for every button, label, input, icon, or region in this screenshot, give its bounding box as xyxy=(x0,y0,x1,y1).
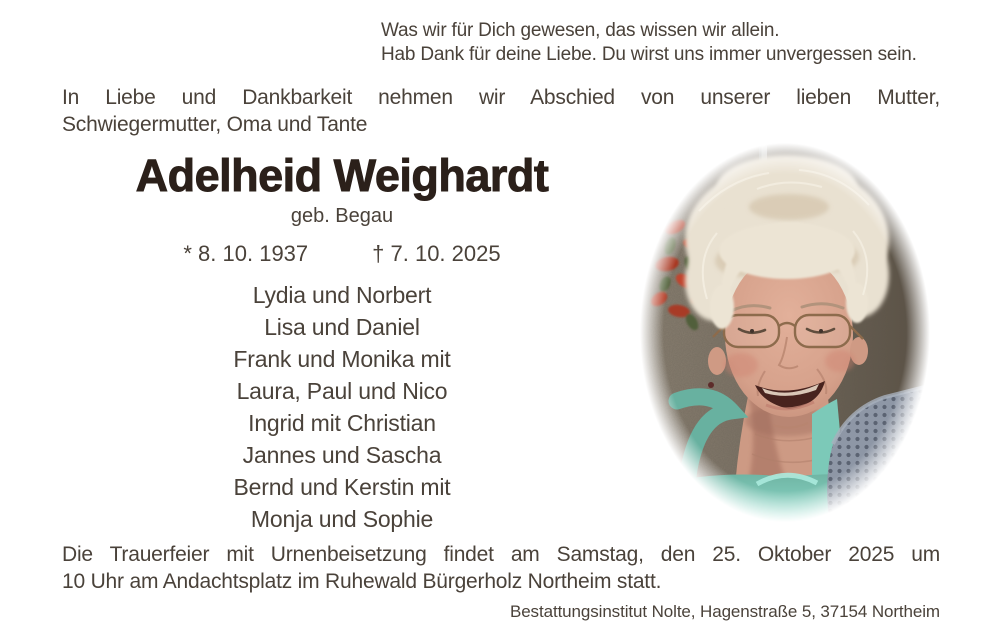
funeral-line-1: Die Trauerfeier mit Urnenbeisetzung findet am Samstag, den 25. Oktober 2025 um xyxy=(62,543,940,566)
death-date: † 7. 10. 2025 xyxy=(372,241,501,266)
family-line: Lisa und Daniel xyxy=(264,314,420,340)
portrait-photo-illustration xyxy=(637,139,933,526)
deceased-block xyxy=(42,150,642,267)
quote-line-1: Was wir für Dich gewesen, das wissen wir allein. xyxy=(381,20,780,41)
intro-paragraph xyxy=(62,84,940,138)
birth-date: * 8. 10. 1937 xyxy=(183,241,309,266)
quote-line-2: Hab Dank für deine Liebe. Du wirst uns immer unvergessen sein. xyxy=(381,44,917,65)
family-line: Bernd und Kerstin mit xyxy=(233,474,451,500)
maiden-name: geb. Begau xyxy=(290,205,394,227)
deceased-name: Adelheid Weighardt xyxy=(135,150,549,201)
intro-line-1: In Liebe und Dankbarkeit nehmen wir Abschied von unserer lieben Mutter, xyxy=(62,86,940,109)
portrait-photo xyxy=(637,139,933,526)
intro-line-2: Schwiegermutter, Oma und Tante xyxy=(62,113,368,136)
life-dates xyxy=(42,241,642,267)
family-line: Lydia und Norbert xyxy=(252,282,432,308)
family-names-list xyxy=(42,279,642,535)
funeral-line-2: 10 Uhr am Andachtsplatz im Ruhewald Bürgerholz Northeim statt. xyxy=(62,570,662,593)
family-line: Jannes und Sascha xyxy=(242,442,442,468)
funeral-info xyxy=(62,541,940,595)
family-line: Frank und Monika mit xyxy=(233,346,451,372)
family-line: Ingrid mit Christian xyxy=(248,410,436,436)
undertaker-line: Bestattungsinstitut Nolte, Hagenstraße 5, 37154 Northeim xyxy=(509,602,940,621)
memorial-quote xyxy=(381,19,917,67)
family-line: Laura, Paul und Nico xyxy=(236,378,448,404)
family-line: Monja und Sophie xyxy=(250,506,434,532)
